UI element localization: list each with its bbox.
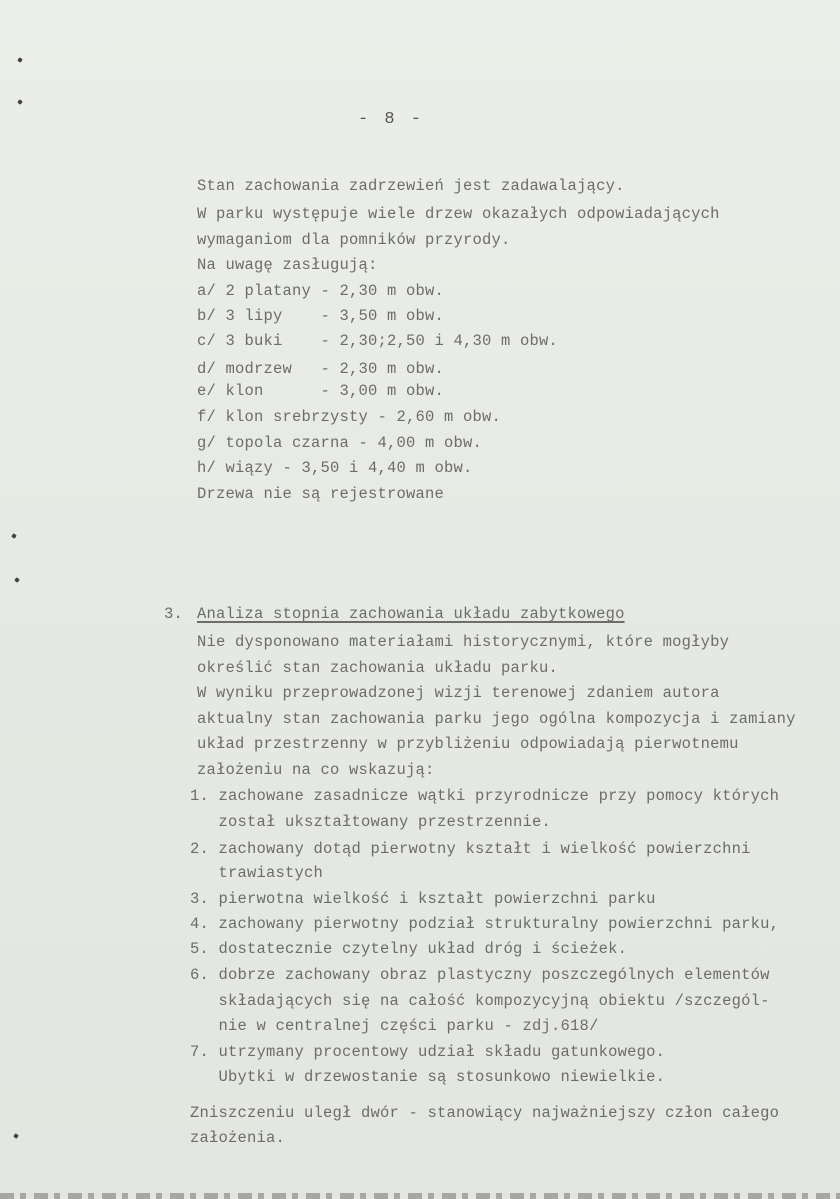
numbered-item-cont: został ukształtowany przestrzennie. bbox=[190, 813, 552, 831]
numbered-item-cont: nie w centralnej części parku - zdj.618/ bbox=[190, 1017, 599, 1035]
section-number: 3. bbox=[164, 605, 184, 623]
paragraph-line: Nie dysponowano materiałami historycznymi, które mogłyby bbox=[197, 633, 730, 651]
punch-mark bbox=[11, 533, 17, 539]
paragraph-line: W parku występuje wiele drzew okazałych odpowiadających bbox=[197, 205, 720, 223]
paragraph-line: określić stan zachowania układu parku. bbox=[197, 659, 559, 677]
paragraph-line: Drzewa nie są rejestrowane bbox=[197, 485, 445, 503]
tree-list-item: d/ modrzew - 2,30 m obw. bbox=[197, 360, 445, 378]
numbered-item-cont: Ubytki w drzewostanie są stosunkowo niewielkie. bbox=[190, 1068, 666, 1086]
paragraph-line: W wyniku przeprowadzonej wizji terenowej zdaniem autora bbox=[197, 684, 720, 702]
paragraph-line: Stan zachowania zadrzewień jest zadawalający. bbox=[197, 177, 625, 195]
tree-list-item: e/ klon - 3,00 m obw. bbox=[197, 382, 445, 400]
numbered-item: 4. zachowany pierwotny podział strukturalny powierzchni parku, bbox=[190, 915, 780, 933]
numbered-item: 3. pierwotna wielkość i kształt powierzchni parku bbox=[190, 890, 656, 908]
punch-mark bbox=[14, 577, 20, 583]
tree-list-item: c/ 3 buki - 2,30;2,50 i 4,30 m obw. bbox=[197, 332, 559, 350]
section-heading: Analiza stopnia zachowania układu zabytkowego bbox=[197, 605, 625, 623]
paragraph-line: założeniu na co wskazują: bbox=[197, 761, 435, 779]
punch-mark bbox=[17, 57, 23, 63]
paragraph-line: Na uwagę zasługują: bbox=[197, 256, 378, 274]
numbered-item: 2. zachowany dotąd pierwotny kształt i wielkość powierzchni bbox=[190, 840, 751, 858]
paragraph-line: układ przestrzenny w przybliżeniu odpowiadają pierwotnemu bbox=[197, 735, 739, 753]
paragraph-line: Zniszczeniu uległ dwór - stanowiący najważniejszy człon całego bbox=[190, 1104, 780, 1122]
numbered-item: 5. dostatecznie czytelny układ dróg i ścieżek. bbox=[190, 940, 628, 958]
paragraph-line: aktualny stan zachowania parku jego ogólna kompozycja i zamiany bbox=[197, 710, 796, 728]
numbered-item: 6. dobrze zachowany obraz plastyczny poszczególnych elementów bbox=[190, 966, 770, 984]
tree-list-item: g/ topola czarna - 4,00 m obw. bbox=[197, 434, 483, 452]
numbered-item: 7. utrzymany procentowy udział składu gatunkowego. bbox=[190, 1043, 666, 1061]
paragraph-line: wymaganiom dla pomników przyrody. bbox=[197, 231, 511, 249]
punch-mark bbox=[13, 1133, 19, 1139]
tree-list-item: a/ 2 platany - 2,30 m obw. bbox=[197, 282, 445, 300]
paragraph-line: założenia. bbox=[190, 1129, 286, 1147]
page-number: - 8 - bbox=[358, 110, 425, 129]
tree-list-item: f/ klon srebrzysty - 2,60 m obw. bbox=[197, 408, 502, 426]
punch-mark bbox=[17, 99, 23, 105]
tree-list-item: h/ wiązy - 3,50 i 4,40 m obw. bbox=[197, 459, 473, 477]
scan-edge-strip bbox=[0, 1193, 840, 1199]
numbered-item: 1. zachowane zasadnicze wątki przyrodnicze przy pomocy których bbox=[190, 787, 780, 805]
numbered-item-cont: trawiastych bbox=[190, 864, 324, 882]
tree-list-item: b/ 3 lipy - 3,50 m obw. bbox=[197, 307, 445, 325]
numbered-item-cont: składających się na całość kompozycyjną obiektu /szczegól- bbox=[190, 992, 770, 1010]
